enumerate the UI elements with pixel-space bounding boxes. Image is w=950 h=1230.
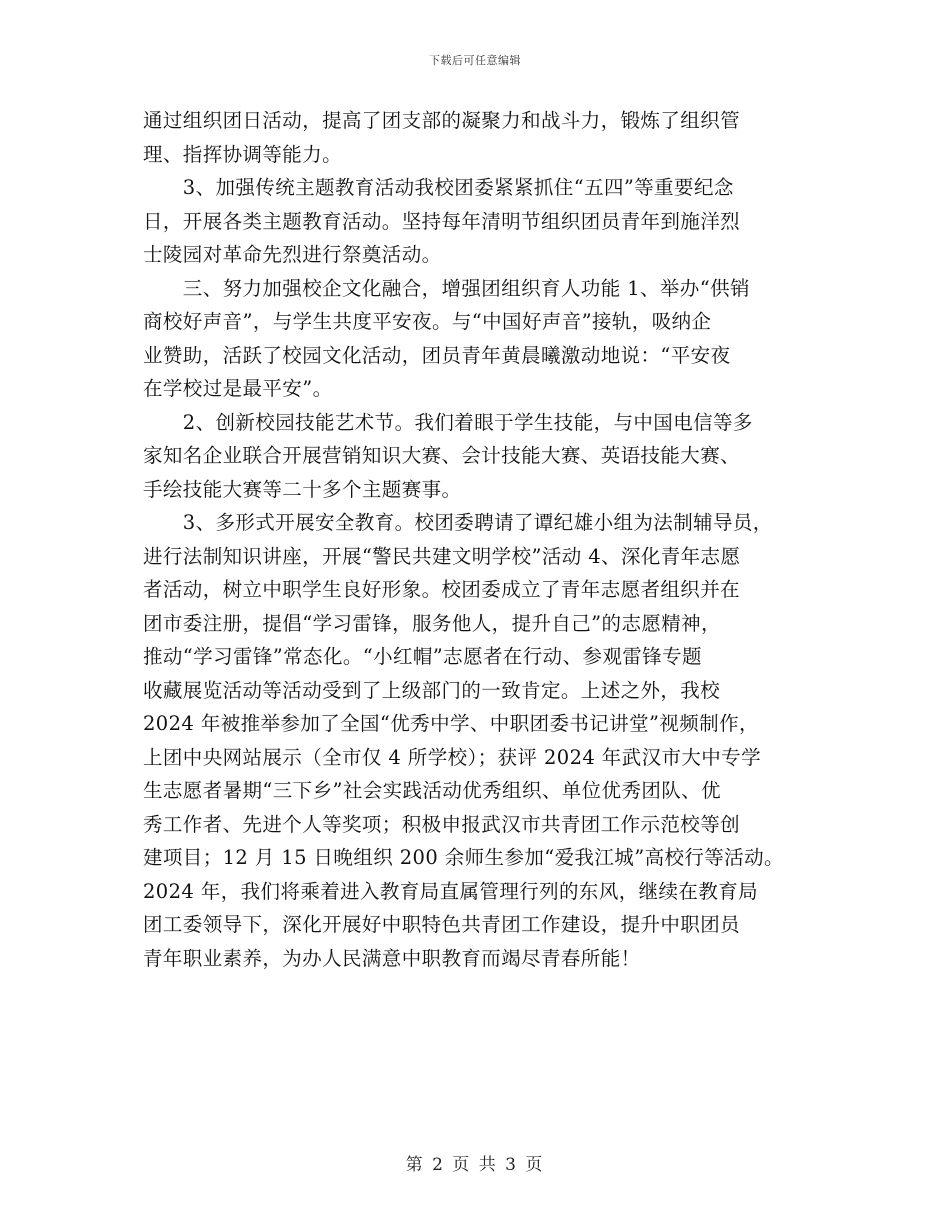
body-line-3: 3、加强传统主题教育活动我校团委紧紧抓住“五四”等重要纪念 — [143, 176, 734, 199]
body-line-10: 2、创新校园技能艺术节。我们着眼于学生技能，与中国电信等多 — [143, 410, 753, 434]
body-line-19: 2024 年被推举参加了全国“优秀中学、中职团委书记讲堂”视频制作， — [143, 712, 759, 735]
document-body — [143, 104, 823, 975]
body-line-20: 上团中央网站展示（全市仅 4 所学校）；获评 2024 年武汉市大中专学 — [143, 745, 761, 769]
body-line-14: 进行法制知识讲座，开展“警民共建文明学校”活动 4、深化青年志愿 — [143, 544, 741, 568]
body-line-11: 家知名企业联合开展营销知识大赛、会计技能大赛、英语技能大赛、 — [143, 444, 741, 467]
body-line-16: 团市委注册，提倡“学习雷锋，服务他人，提升自己”的志愿精神， — [143, 611, 721, 635]
body-line-24: 2024 年，我们将乘着进入教育局直属管理行列的东风，继续在教育局 — [143, 879, 759, 903]
body-line-13: 3、多形式开展安全教育。校团委聘请了谭纪雄小组为法制辅导员， — [143, 511, 773, 534]
body-line-21: 生志愿者暑期“三下乡”社会实践活动优秀组织、单位优秀团队、优 — [143, 779, 721, 802]
body-line-9: 在学校过是最平安”。 — [143, 377, 333, 400]
body-line-5: 士陵园对革命先烈进行祭奠活动。 — [143, 243, 442, 266]
body-line-6: 三、努力加强校企文化融合，增强团组织育人功能 1、举办“供销 — [143, 276, 750, 300]
body-line-2: 理、指挥协调等能力。 — [143, 142, 343, 166]
body-line-26: 青年职业素养，为办人民满意中职教育而竭尽青春所能！ — [143, 946, 641, 970]
body-line-18: 收藏展览活动等活动受到了上级部门的一致肯定。上述之外，我校 — [143, 678, 721, 702]
body-line-1: 通过组织团日活动，提高了团支部的凝聚力和战斗力，锻炼了组织管 — [143, 109, 741, 132]
body-line-22: 秀工作者、先进个人等奖项；积极申报武汉市共青团工作示范校等创 — [143, 812, 741, 836]
body-line-25: 团工委领导下，深化开展好中职特色共青团工作建设，提升中职团员 — [143, 913, 741, 936]
page-number-footer: 第 2 页 共 3 页 — [405, 1155, 545, 1175]
body-line-17: 推动“学习雷锋”常态化。“小红帽”志愿者在行动、参观雷锋专题 — [143, 645, 702, 668]
page-header-note: 下载后可任意编辑 — [429, 54, 521, 67]
body-line-12: 手绘技能大赛等二十多个主题赛事。 — [143, 477, 462, 501]
body-line-15: 者活动，树立中职学生良好形象。校团委成立了青年志愿者组织并在 — [143, 578, 741, 601]
body-line-8: 业赞助，活跃了校园文化活动，团员青年黄晨曦激动地说：“平安夜 — [143, 343, 731, 367]
body-line-23: 建项目；12 月 15 日晚组织 200 余师生参加“爱我江城”高校行等活动。 — [143, 846, 784, 869]
body-line-4: 日，开展各类主题教育活动。坚持每年清明节组织团员青年到施洋烈 — [143, 209, 741, 233]
body-line-7: 商校好声音”，与学生共度平安夜。与“中国好声音”接轨，吸纳企 — [143, 310, 712, 333]
